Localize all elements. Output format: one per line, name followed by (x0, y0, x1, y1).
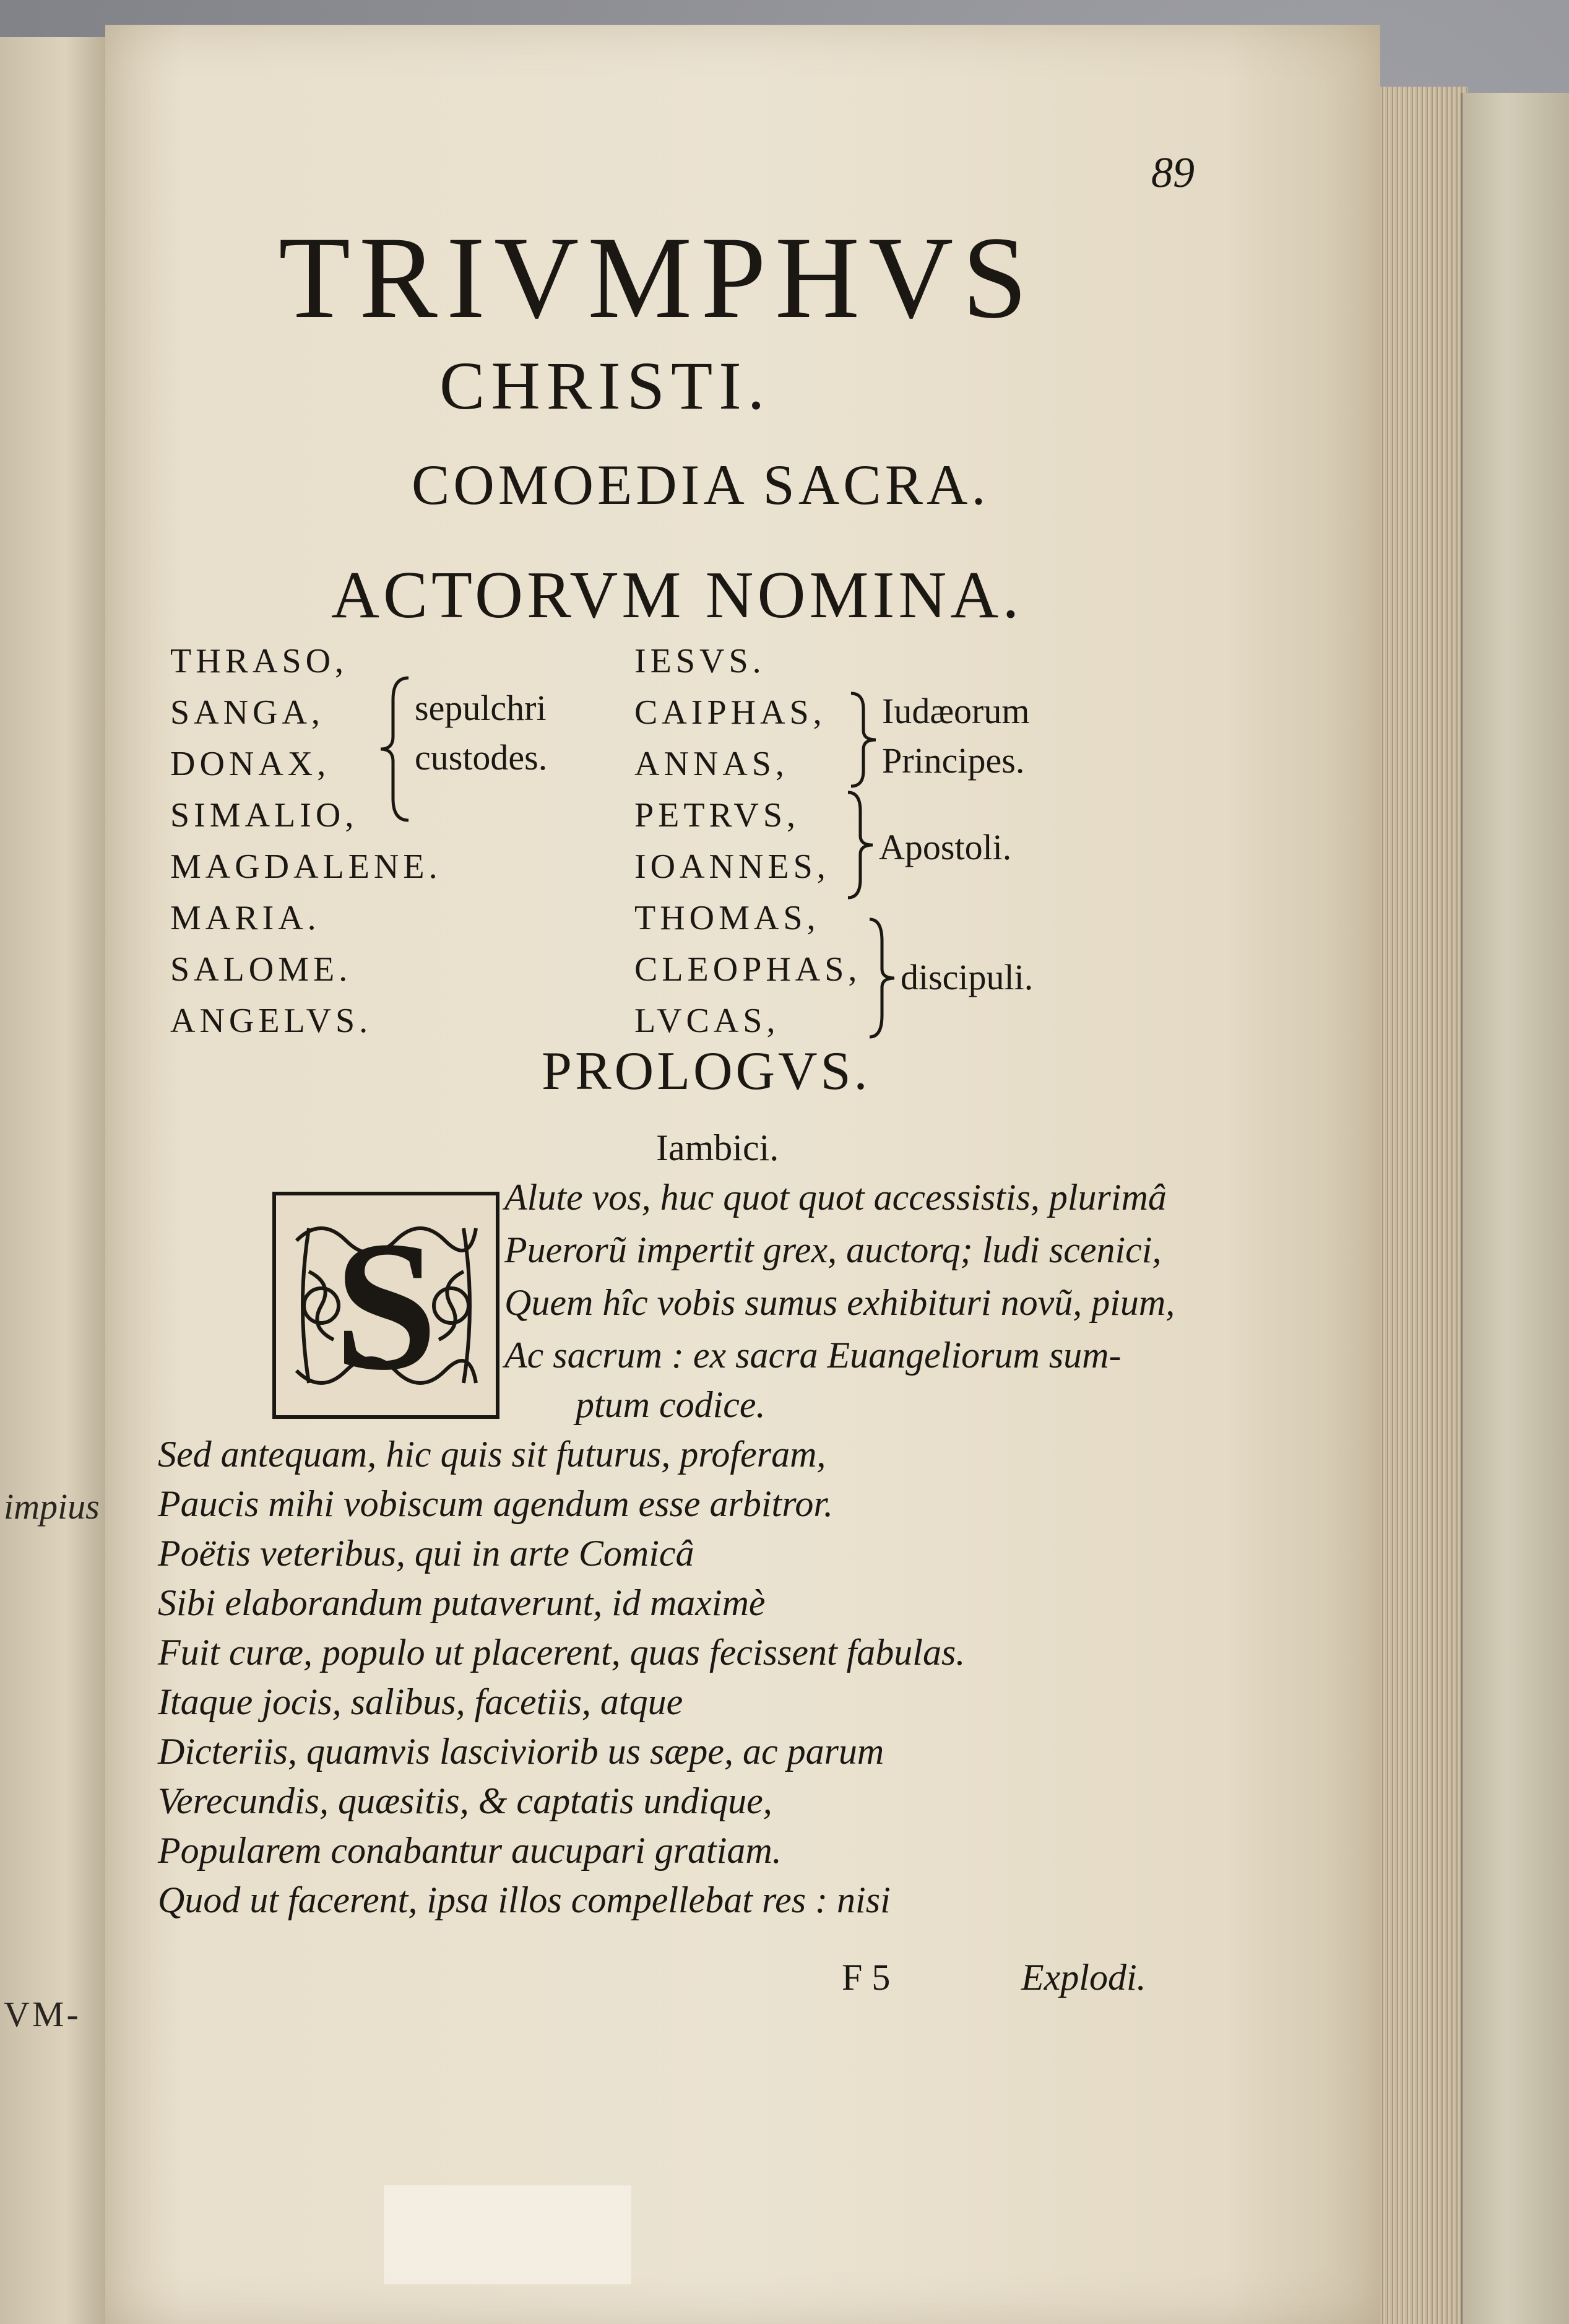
genre-line: COMOEDIA SACRA. (412, 453, 990, 516)
left-page-fragment: VM- (4, 1994, 81, 2034)
signature-mark: F 5 (842, 1957, 891, 1998)
drop-cap-letter: S (334, 1202, 438, 1408)
verse-line: Ac sacrum : ex sacra Euangeliorum sum- (504, 1335, 1122, 1376)
actors-heading: ACTORVM NOMINA. (331, 558, 1023, 632)
verse-line: Sibi elaborandum putaverunt, id maximè (158, 1582, 766, 1623)
cast-name: CLEOPHAS, (634, 950, 862, 989)
cast-note: Principes. (882, 740, 1025, 781)
cast-name: IESVS. (634, 642, 766, 680)
verse-line: Fuit curæ, populo ut placerent, quas fecissent fabulas. (158, 1632, 966, 1673)
brace-icon (845, 789, 876, 901)
left-page-edge (0, 37, 110, 2324)
verse-line: Popularem conabantur aucupari gratiam. (158, 1830, 782, 1871)
cast-name: IOANNES, (634, 848, 830, 886)
verse-line: Alute vos, huc quot quot accessistis, plurimâ (504, 1177, 1167, 1218)
verse-line: Puerorũ impertit grex, auctorq; ludi scenici, (504, 1229, 1162, 1270)
cast-name: ANGELVS. (170, 1002, 373, 1040)
cast-note: Iudæorum (882, 691, 1030, 731)
left-page-fragment: impius (4, 1486, 100, 1527)
cast-name: ANNAS, (634, 745, 789, 783)
verse-line: Quod ut facerent, ipsa illos compellebat res : nisi (158, 1880, 891, 1920)
cast-note: Apostoli. (879, 827, 1012, 867)
brace-icon (867, 916, 897, 1040)
cast-name: THOMAS, (634, 899, 820, 937)
page-title: TRIVMPHVS (279, 213, 1036, 343)
verse-line: Paucis mihi vobiscum agendum esse arbitror. (158, 1483, 834, 1524)
cast-name: MAGDALENE. (170, 848, 442, 886)
brace-icon (378, 675, 415, 823)
verse-line: Itaque jocis, salibus, facetiis, atque (158, 1681, 683, 1722)
catchword: Explodi. (1021, 1957, 1146, 1998)
page-number: 89 (1151, 149, 1195, 197)
cast-note: custodes. (415, 737, 548, 778)
cast-name: THRASO, (170, 642, 348, 680)
verse-line: ptum codice. (576, 1384, 766, 1425)
verse-line: Sed antequam, hic quis sit futurus, proferam, (158, 1434, 826, 1475)
book-cover (1461, 93, 1569, 2324)
cast-name: SANGA, (170, 693, 324, 732)
page-stack (1375, 87, 1468, 2324)
cast-name: SALOME. (170, 950, 352, 989)
brace-icon (848, 690, 879, 789)
verse-line: Poëtis veteribus, qui in arte Comicâ (158, 1533, 694, 1574)
cast-note: discipuli. (901, 957, 1034, 997)
page-subtitle: CHRISTI. (439, 348, 771, 423)
decorated-initial (272, 1192, 499, 1419)
meter-label: Iambici. (656, 1127, 779, 1168)
cast-name: CAIPHAS, (634, 693, 826, 732)
prologue-heading: PROLOGVS. (542, 1041, 871, 1101)
verse-line: Verecundis, quæsitis, & captatis undique, (158, 1780, 772, 1821)
cast-name: LVCAS, (634, 1002, 780, 1040)
cast-name: PETRVS, (634, 796, 800, 835)
cast-name: DONAX, (170, 745, 331, 783)
paper-patch (384, 2185, 631, 2284)
verse-line: Quem hîc vobis sumus exhibituri novũ, pium, (504, 1282, 1175, 1323)
cast-note: sepulchri (415, 688, 547, 728)
verse-line: Dicteriis, quamvis lasciviorib us sæpe, ac parum (158, 1731, 884, 1772)
cast-name: SIMALIO, (170, 796, 358, 835)
cast-name: MARIA. (170, 899, 321, 937)
book-page (105, 25, 1380, 2324)
